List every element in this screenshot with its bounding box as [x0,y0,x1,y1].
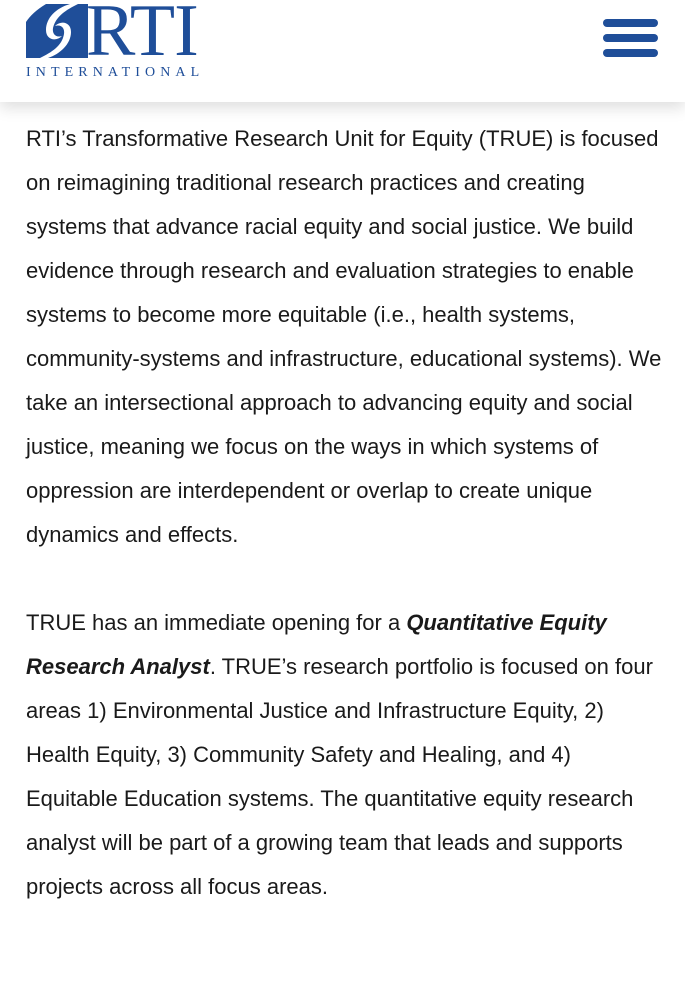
logo-main-text: RTI [86,0,198,72]
site-header [0,0,685,102]
logo-sub-text: INTERNATIONAL [26,65,205,80]
opening-intro-text: TRUE has an immediate opening for a [26,610,407,635]
hamburger-menu-button[interactable] [603,19,658,57]
job-title: Quantitative Equity Research Analyst [26,610,607,679]
rti-logo[interactable] [26,2,220,82]
intro-paragraph: RTI’s Transformative Research Unit for Equity (TRUE) is focused on reimagining traditional research practices and creating systems that advance racial equity and social justice. We build evidence through research and evaluation strategies to enable systems to become more equitable (i.e., health systems, community-systems and infrastructure, educational systems). We take an intersectional approach to advancing equity and social justice, meaning we focus on the ways in which systems of oppression are interdependent or overlap to create unique dynamics and effects. [26,126,662,547]
rti-swirl-logo-icon [26,2,88,60]
opening-paragraph [26,601,666,909]
opening-rest-text: . TRUE’s research portfolio is focused on four areas 1) Environmental Justice and Infrastructure Equity, 2) Health Equity, 3) Community Safety and Healing, and 4) Equitable Education systems. The quantitative equity research analyst will be part of a growing team that leads and supports projects across all focus areas. [26,654,653,899]
job-description [26,117,666,953]
